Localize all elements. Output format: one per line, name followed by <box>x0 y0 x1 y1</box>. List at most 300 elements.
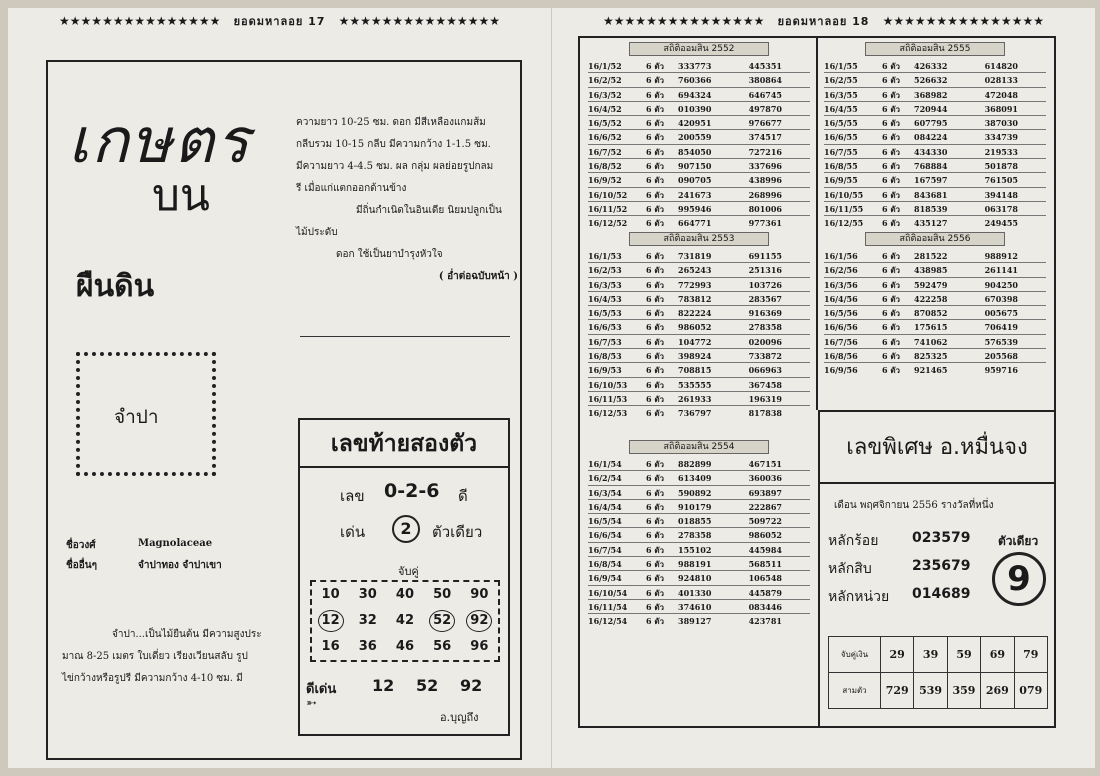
date-cell: 16/1/52 <box>588 61 622 71</box>
pair-number: 30 <box>358 587 377 602</box>
count-cell: 6 ตัว <box>646 616 665 627</box>
date-cell: 16/3/54 <box>588 487 622 498</box>
stats-row <box>824 216 1046 230</box>
date-cell: 16/3/52 <box>588 89 622 100</box>
second-number: 445984 <box>748 544 782 555</box>
lead-label: เด่น <box>340 523 366 541</box>
date-cell: 16/8/53 <box>588 351 622 362</box>
pair-number: 36 <box>358 639 377 654</box>
second-number: 706419 <box>984 322 1018 333</box>
stats-row <box>824 263 1046 277</box>
first-number: 870852 <box>914 308 948 319</box>
second-number: 576539 <box>984 336 1018 347</box>
first-number: 278358 <box>678 530 712 541</box>
second-number: 106548 <box>748 573 782 584</box>
first-number: 772993 <box>678 279 712 290</box>
count-cell: 6 ตัว <box>646 189 665 200</box>
count-cell: 6 ตัว <box>646 544 665 555</box>
date-cell: 16/5/52 <box>588 118 622 129</box>
count-cell: 6 ตัว <box>882 365 901 376</box>
stats-row <box>588 514 810 528</box>
second-number: 761505 <box>984 175 1018 186</box>
stats-row <box>588 88 810 102</box>
first-number: 921465 <box>914 365 948 376</box>
date-cell: 16/10/53 <box>588 379 628 390</box>
first-number: 995946 <box>678 203 712 214</box>
stats-row <box>824 349 1046 363</box>
num-value: 0-2-6 <box>384 480 440 502</box>
special-row-value: 023579 <box>912 530 971 546</box>
second-number: 976677 <box>748 118 782 129</box>
date-cell: 16/5/56 <box>824 308 858 319</box>
count-cell: 6 ตัว <box>646 351 665 362</box>
date-cell: 16/9/55 <box>824 175 858 186</box>
stats-row <box>824 335 1046 349</box>
special-row-label: หลักหน่วย <box>828 589 890 605</box>
second-number: 509722 <box>748 516 782 527</box>
first-number: 708815 <box>678 365 712 376</box>
special-row-value: 235679 <box>912 558 971 574</box>
stats-row <box>588 528 810 542</box>
description-line: กลีบรวม 10-15 กลีบ มีความกว้าง 1-1.5 ซม. <box>296 139 491 150</box>
num-suffix: ดี <box>458 487 468 505</box>
stats-row <box>588 249 810 263</box>
stats-2552 <box>588 42 810 231</box>
stats-row <box>588 349 810 363</box>
second-number: 916369 <box>748 308 782 319</box>
count-cell: 6 ตัว <box>646 365 665 376</box>
body-text <box>62 624 294 690</box>
stats-row <box>824 306 1046 320</box>
pairs-grid <box>310 580 500 662</box>
pairs-label: จับคู่ <box>398 565 419 578</box>
date-cell: 16/4/54 <box>588 501 622 512</box>
pair-label: จับคู่เงิน <box>829 637 881 673</box>
first-number: 438985 <box>914 265 948 276</box>
stats-row <box>588 145 810 159</box>
second-number: 691155 <box>748 251 782 261</box>
date-cell: 16/3/56 <box>824 279 858 290</box>
stats-2554 <box>588 440 810 629</box>
second-number: 986052 <box>748 530 782 541</box>
stats-row <box>824 145 1046 159</box>
first-number: 084224 <box>914 132 948 143</box>
date-cell: 16/3/53 <box>588 279 622 290</box>
date-cell: 16/6/56 <box>824 322 858 333</box>
second-number: 614820 <box>984 61 1018 71</box>
second-number: 959716 <box>984 365 1018 376</box>
lead-value: 2 <box>392 515 420 543</box>
first-number: 535555 <box>678 379 712 390</box>
second-number: 380864 <box>748 75 782 86</box>
second-number: 368091 <box>984 103 1018 114</box>
date-cell: 16/4/55 <box>824 103 858 114</box>
pair-cell: 59 <box>947 637 980 673</box>
second-number: 268996 <box>748 189 782 200</box>
first-number: 526632 <box>914 75 948 86</box>
count-cell: 6 ตัว <box>646 265 665 276</box>
first-number: 422258 <box>914 293 948 304</box>
stats-row <box>588 202 810 216</box>
first-number: 768884 <box>914 161 948 172</box>
page-title: ยอดมหาลอย 18 <box>777 15 870 28</box>
count-cell: 6 ตัว <box>646 573 665 584</box>
stats-row <box>588 306 810 320</box>
second-number: 222867 <box>748 501 782 512</box>
triple-cell: 269 <box>981 673 1014 709</box>
date-cell: 16/8/56 <box>824 351 858 362</box>
count-cell: 6 ตัว <box>646 459 665 469</box>
stats-row <box>588 406 810 420</box>
count-cell: 6 ตัว <box>646 161 665 172</box>
second-number: 501878 <box>984 161 1018 172</box>
other-names-label: ชื่ออื่นๆ <box>66 560 98 571</box>
stats-row <box>588 571 810 585</box>
stats-row <box>588 59 810 73</box>
body-line: ไข่กว้างหรือรูปรี มีความกว้าง 4-10 ซม. มี <box>62 673 243 684</box>
second-number: 205568 <box>984 351 1018 362</box>
second-number: 283567 <box>748 293 782 304</box>
second-number: 467151 <box>748 459 782 469</box>
count-cell: 6 ตัว <box>646 279 665 290</box>
description-line: รี เมื่อแก่แตกออกด้านข้าง <box>296 183 407 194</box>
stats-2553 <box>588 232 810 421</box>
description-line: ความยาว 10-25 ซม. ดอก มีสีเหลืองแกมส้ม <box>296 117 486 128</box>
count-cell: 6 ตัว <box>646 336 665 347</box>
second-number: 977361 <box>748 218 782 229</box>
stats-heading: สถิติออมสิน 2552 <box>629 42 769 56</box>
family-value: Magnolaceae <box>138 538 213 549</box>
date-cell: 16/5/55 <box>824 118 858 129</box>
pair-number: 52 <box>429 610 455 632</box>
pair-number: 12 <box>318 610 344 632</box>
author: อ.บุญถึง <box>440 711 479 724</box>
first-number: 924810 <box>678 573 712 584</box>
first-number: 398924 <box>678 351 712 362</box>
stats-row <box>588 320 810 334</box>
date-cell: 16/6/55 <box>824 132 858 143</box>
first-number: 607795 <box>914 118 948 129</box>
count-cell: 6 ตัว <box>646 146 665 157</box>
pairs-row <box>312 608 498 634</box>
count-cell: 6 ตัว <box>882 336 901 347</box>
second-number: 020096 <box>748 336 782 347</box>
count-cell: 6 ตัว <box>882 308 901 319</box>
first-number: 783812 <box>678 293 712 304</box>
pair-number: 90 <box>470 587 489 602</box>
first-number: 592479 <box>914 279 948 290</box>
date-cell: 16/12/55 <box>824 218 864 229</box>
title-kaset: เกษตร <box>68 104 252 177</box>
triple-cell: 359 <box>947 673 980 709</box>
first-number: 434330 <box>914 146 948 157</box>
second-number: 801006 <box>748 203 782 214</box>
stats-row <box>588 116 810 130</box>
pair-number: 56 <box>433 639 452 654</box>
stats-row <box>824 202 1046 216</box>
stats-row <box>588 378 810 392</box>
count-cell: 6 ตัว <box>646 322 665 333</box>
first-number: 261933 <box>678 393 712 404</box>
stats-row <box>824 278 1046 292</box>
first-number: 731819 <box>678 251 712 261</box>
count-cell: 6 ตัว <box>882 279 901 290</box>
stats-row <box>588 392 810 406</box>
first-number: 741062 <box>914 336 948 347</box>
second-number: 727216 <box>748 146 782 157</box>
date-cell: 16/12/53 <box>588 408 628 419</box>
first-number: 104772 <box>678 336 712 347</box>
first-number: 265243 <box>678 265 712 276</box>
date-cell: 16/6/52 <box>588 132 622 143</box>
left-page-header <box>8 12 551 32</box>
stats-heading: สถิติออมสิน 2556 <box>865 232 1005 246</box>
count-cell: 6 ตัว <box>646 132 665 143</box>
stats-row <box>824 116 1046 130</box>
count-cell: 6 ตัว <box>882 61 901 71</box>
pair-number: 42 <box>395 613 415 628</box>
divider-line <box>300 336 510 337</box>
count-cell: 6 ตัว <box>646 393 665 404</box>
count-cell: 6 ตัว <box>646 473 665 484</box>
special-row-label: หลักสิบ <box>828 561 872 577</box>
header-stars-left: ★★★★★★★★★★★★★★★ <box>59 14 221 28</box>
first-number: 854050 <box>678 146 712 157</box>
stats-row <box>824 73 1046 87</box>
count-cell: 6 ตัว <box>646 175 665 186</box>
lead-suffix: ตัวเดียว <box>432 523 483 541</box>
page-title: ยอดมหาลอย 17 <box>233 15 326 28</box>
stats-row <box>588 216 810 230</box>
month-line: เดือน พฤศจิกายน 2556 รางวัลที่หนึ่ง <box>834 500 994 511</box>
second-number: 670398 <box>984 293 1018 304</box>
description-line: มีถิ่นกำเนิดในอินเดีย นิยมปลูกเป็น <box>356 205 502 216</box>
pair-number: 92 <box>466 610 492 632</box>
highlight-1: 12 <box>372 676 395 695</box>
date-cell: 16/10/52 <box>588 189 628 200</box>
first-number: 175615 <box>914 322 948 333</box>
stats-row <box>824 159 1046 173</box>
date-cell: 16/7/55 <box>824 146 858 157</box>
flower-name: จำปา <box>114 406 159 428</box>
first-number: 368982 <box>914 89 948 100</box>
header-stars-right: ★★★★★★★★★★★★★★★ <box>338 14 500 28</box>
count-cell: 6 ตัว <box>882 251 901 261</box>
second-number: 360036 <box>748 473 782 484</box>
stats-row <box>588 500 810 514</box>
date-cell: 16/11/52 <box>588 203 628 214</box>
date-cell: 16/6/53 <box>588 322 622 333</box>
first-number: 010390 <box>678 103 712 114</box>
highlight-label: ดีเด่น <box>306 682 337 697</box>
header-stars-left: ★★★★★★★★★★★★★★★ <box>603 14 765 28</box>
stats-2555 <box>824 42 1046 231</box>
count-cell: 6 ตัว <box>882 75 901 86</box>
date-cell: 16/4/53 <box>588 293 622 304</box>
date-cell: 16/8/52 <box>588 161 622 172</box>
count-cell: 6 ตัว <box>646 308 665 319</box>
first-number: 907150 <box>678 161 712 172</box>
date-cell: 16/7/53 <box>588 336 622 347</box>
date-cell: 16/6/54 <box>588 530 622 541</box>
stats-row <box>824 363 1046 377</box>
first-number: 155102 <box>678 544 712 555</box>
date-cell: 16/7/56 <box>824 336 858 347</box>
description-line: ไม้ประดับ <box>296 227 338 238</box>
date-cell: 16/11/53 <box>588 393 628 404</box>
triple-label: สามตัว <box>829 673 881 709</box>
count-cell: 6 ตัว <box>646 118 665 129</box>
pair-number: 16 <box>321 639 340 654</box>
pair-number: 46 <box>395 639 415 654</box>
date-cell: 16/2/53 <box>588 265 622 276</box>
date-cell: 16/1/53 <box>588 251 622 261</box>
second-number: 497870 <box>748 103 782 114</box>
stats-row <box>824 249 1046 263</box>
second-number: 005675 <box>984 308 1018 319</box>
single-label: ตัวเดียว <box>998 534 1039 548</box>
date-cell: 16/12/54 <box>588 616 628 627</box>
family-label: ชื่อวงศ์ <box>66 540 96 551</box>
body-line: มาณ 8-25 เมตร ใบเดี่ยว เรียงเวียนสลับ รูป <box>62 651 248 662</box>
first-number: 389127 <box>678 616 712 627</box>
stats-heading: สถิติออมสิน 2555 <box>865 42 1005 56</box>
description-text <box>296 112 518 288</box>
second-number: 445879 <box>748 587 782 598</box>
stats-row <box>588 188 810 202</box>
triple-cell: 539 <box>914 673 947 709</box>
count-cell: 6 ตัว <box>882 132 901 143</box>
special-title: เลขพิเศษ อ.หมื่นจง <box>820 412 1054 484</box>
body-line: จำปา...เป็นไม้ยืนต้น มีความสูงประ <box>112 629 262 640</box>
stats-row <box>588 457 810 471</box>
triple-cell: 079 <box>1014 673 1047 709</box>
first-number: 613409 <box>678 473 712 484</box>
first-number: 760366 <box>678 75 712 86</box>
special-row-label: หลักร้อย <box>828 533 879 549</box>
second-number: 219533 <box>984 146 1018 157</box>
count-cell: 6 ตัว <box>882 103 901 114</box>
second-number: 083446 <box>748 601 782 612</box>
pair-number: 40 <box>395 587 415 602</box>
highlight-2: 52 <box>416 676 439 695</box>
count-cell: 6 ตัว <box>882 175 901 186</box>
pair-cell: 69 <box>981 637 1014 673</box>
count-cell: 6 ตัว <box>882 89 901 100</box>
stats-row <box>588 263 810 277</box>
second-number: 438996 <box>748 175 782 186</box>
date-cell: 16/8/54 <box>588 559 622 570</box>
first-number: 882899 <box>678 459 712 469</box>
second-number: 066963 <box>748 365 782 376</box>
first-number: 664771 <box>678 218 712 229</box>
second-number: 387030 <box>984 118 1018 129</box>
stats-row <box>588 363 810 377</box>
highlight-3: 92 <box>460 676 483 695</box>
second-number: 249455 <box>984 218 1018 229</box>
count-cell: 6 ตัว <box>646 501 665 512</box>
date-cell: 16/1/55 <box>824 61 858 71</box>
date-cell: 16/9/52 <box>588 175 622 186</box>
title-bon: บน <box>152 170 211 221</box>
stats-heading: สถิติออมสิน 2554 <box>629 440 769 454</box>
first-number: 090705 <box>678 175 712 186</box>
first-number: 241673 <box>678 189 712 200</box>
stats-row <box>824 88 1046 102</box>
other-names-value: จำปาทอง จำปาเขา <box>138 560 222 571</box>
date-cell: 16/7/54 <box>588 544 622 555</box>
stats-row <box>588 586 810 600</box>
date-cell: 16/3/55 <box>824 89 858 100</box>
column-divider <box>816 38 818 410</box>
stats-row <box>824 188 1046 202</box>
count-cell: 6 ตัว <box>882 265 901 276</box>
stats-row <box>824 173 1046 187</box>
first-number: 590892 <box>678 487 712 498</box>
count-cell: 6 ตัว <box>882 189 901 200</box>
second-number: 423781 <box>748 616 782 627</box>
first-number: 401330 <box>678 587 712 598</box>
first-number: 333773 <box>678 61 712 71</box>
date-cell: 16/2/54 <box>588 473 622 484</box>
title-phuendin: ผืนดิน <box>76 269 155 304</box>
stats-row <box>588 335 810 349</box>
stats-row <box>588 102 810 116</box>
date-cell: 16/11/55 <box>824 203 864 214</box>
date-cell: 16/2/56 <box>824 265 858 276</box>
date-cell: 16/10/54 <box>588 587 628 598</box>
stats-row <box>824 320 1046 334</box>
second-number: 646745 <box>748 89 782 100</box>
stats-row <box>588 471 810 485</box>
second-number: 733872 <box>748 351 782 362</box>
count-cell: 6 ตัว <box>882 161 901 172</box>
count-cell: 6 ตัว <box>646 89 665 100</box>
stats-row <box>824 130 1046 144</box>
second-number: 334739 <box>984 132 1018 143</box>
stats-row <box>588 614 810 628</box>
count-cell: 6 ตัว <box>646 530 665 541</box>
single-value: 9 <box>992 552 1046 606</box>
stats-row <box>588 486 810 500</box>
first-number: 435127 <box>914 218 948 229</box>
pair-number: 96 <box>470 639 489 654</box>
pair-number: 10 <box>321 587 340 602</box>
first-number: 281522 <box>914 251 948 261</box>
second-number: 445351 <box>748 61 782 71</box>
right-page-header <box>552 12 1095 32</box>
count-cell: 6 ตัว <box>646 587 665 598</box>
date-cell: 16/9/56 <box>824 365 858 376</box>
date-cell: 16/1/56 <box>824 251 858 261</box>
count-cell: 6 ตัว <box>646 61 665 71</box>
date-cell: 16/2/52 <box>588 75 622 86</box>
description-line: ดอก ใช้เป็นยาบำรุงหัวใจ <box>336 249 443 260</box>
stats-row <box>588 292 810 306</box>
stats-row <box>824 59 1046 73</box>
header-stars-right: ★★★★★★★★★★★★★★★ <box>882 14 1044 28</box>
pair-cell: 39 <box>914 637 947 673</box>
special-row-value: 014689 <box>912 586 971 602</box>
first-number: 374610 <box>678 601 712 612</box>
pair-cell: 79 <box>1014 637 1047 673</box>
two-digit-title: เลขท้ายสองตัว <box>300 420 508 468</box>
first-number: 736797 <box>678 408 712 419</box>
first-number: 825325 <box>914 351 948 362</box>
count-cell: 6 ตัว <box>882 146 901 157</box>
second-number: 261141 <box>984 265 1018 276</box>
second-number: 337696 <box>748 161 782 172</box>
